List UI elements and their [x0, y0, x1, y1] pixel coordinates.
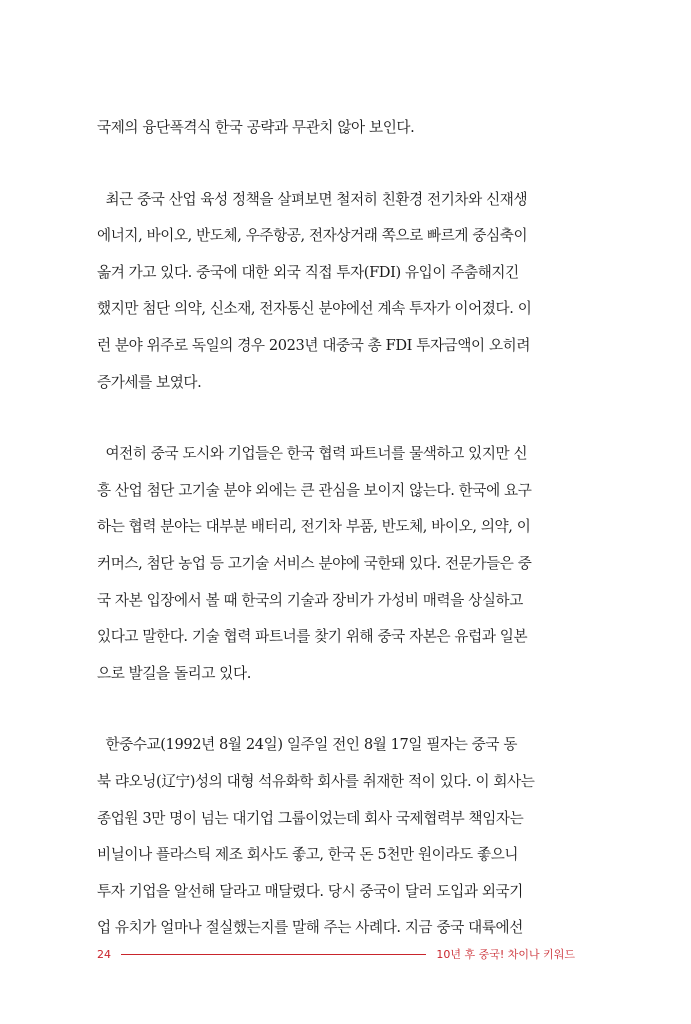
text-line: 국제의 융단폭격식 한국 공략과 무관치 않아 보인다. [97, 119, 415, 136]
text-line: 업 유치가 얼마나 절실했는지를 말해 주는 사례다. 지금 중국 대륙에선 [97, 919, 523, 937]
text-line: 있다고 말한다. 기술 협력 파트너를 찾기 위해 중국 자본은 유럽과 일본 [97, 628, 528, 646]
text-line: 비닐이나 플라스틱 제조 회사도 좋고, 한국 돈 5천만 원이라도 좋으니 [97, 846, 519, 864]
text-line: 으로 발길을 돌리고 있다. [97, 664, 251, 682]
text-line: 여전히 중국 도시와 기업들은 한국 협력 파트너를 물색하고 있지만 신 [97, 445, 528, 463]
book-title: 10년 후 중국! 차이나 키워드 [436, 948, 575, 961]
text-line: 흥 산업 첨단 고기술 분야 외에는 큰 관심을 보이지 않는다. 한국에 요구 [97, 481, 532, 499]
footer-rule [121, 954, 426, 955]
text-line: 했지만 첨단 의약, 신소재, 전자통신 분야에선 계속 투자가 이어졌다. 이 [97, 300, 532, 318]
page-footer [97, 944, 575, 964]
text-line: 커머스, 첨단 농업 등 고기술 서비스 분야에 국한돼 있다. 전문가들은 중 [97, 554, 532, 572]
paragraph-1 [97, 110, 575, 147]
text-line: 런 분야 위주로 독일의 경우 2023년 대중국 총 FDI 투자금액이 오히려 [97, 336, 531, 354]
paragraph-4 [97, 727, 575, 947]
text-line: 옮겨 가고 있다. 중국에 대한 외국 직접 투자(FDI) 유입이 주춤해지긴 [97, 263, 519, 281]
text-line: 국 자본 입장에서 볼 때 한국의 기술과 장비가 가성비 매력을 상실하고 [97, 591, 523, 609]
text-line: 증가세를 보였다. [97, 373, 202, 391]
page-number: 24 [97, 947, 111, 961]
paragraph-gap [97, 401, 575, 436]
body-text [97, 110, 575, 947]
text-line: 투자 기업을 알선해 달라고 매달렸다. 당시 중국이 달러 도입과 외국기 [97, 882, 523, 900]
paragraph-2 [97, 182, 575, 402]
text-line: 에너지, 바이오, 반도체, 우주항공, 전자상거래 쪽으로 빠르게 중심축이 [97, 227, 528, 245]
paragraph-3 [97, 436, 575, 692]
paragraph-gap [97, 692, 575, 727]
text-line: 최근 중국 산업 육성 정책을 살펴보면 철저히 친환경 전기차와 신재생 [97, 190, 528, 208]
text-line: 하는 협력 분야는 대부분 배터리, 전기차 부품, 반도체, 바이오, 의약, 이 [97, 518, 531, 536]
paragraph-gap [97, 147, 575, 182]
text-line: 북 랴오닝(辽宁)성의 대형 석유화학 회사를 취재한 적이 있다. 이 회사는 [97, 772, 535, 790]
text-line: 한중수교(1992년 8월 24일) 일주일 전인 8월 17일 필자는 중국 동 [97, 736, 518, 754]
text-line: 종업원 3만 명이 넘는 대기업 그룹이었는데 회사 국제협력부 책임자는 [97, 809, 524, 827]
